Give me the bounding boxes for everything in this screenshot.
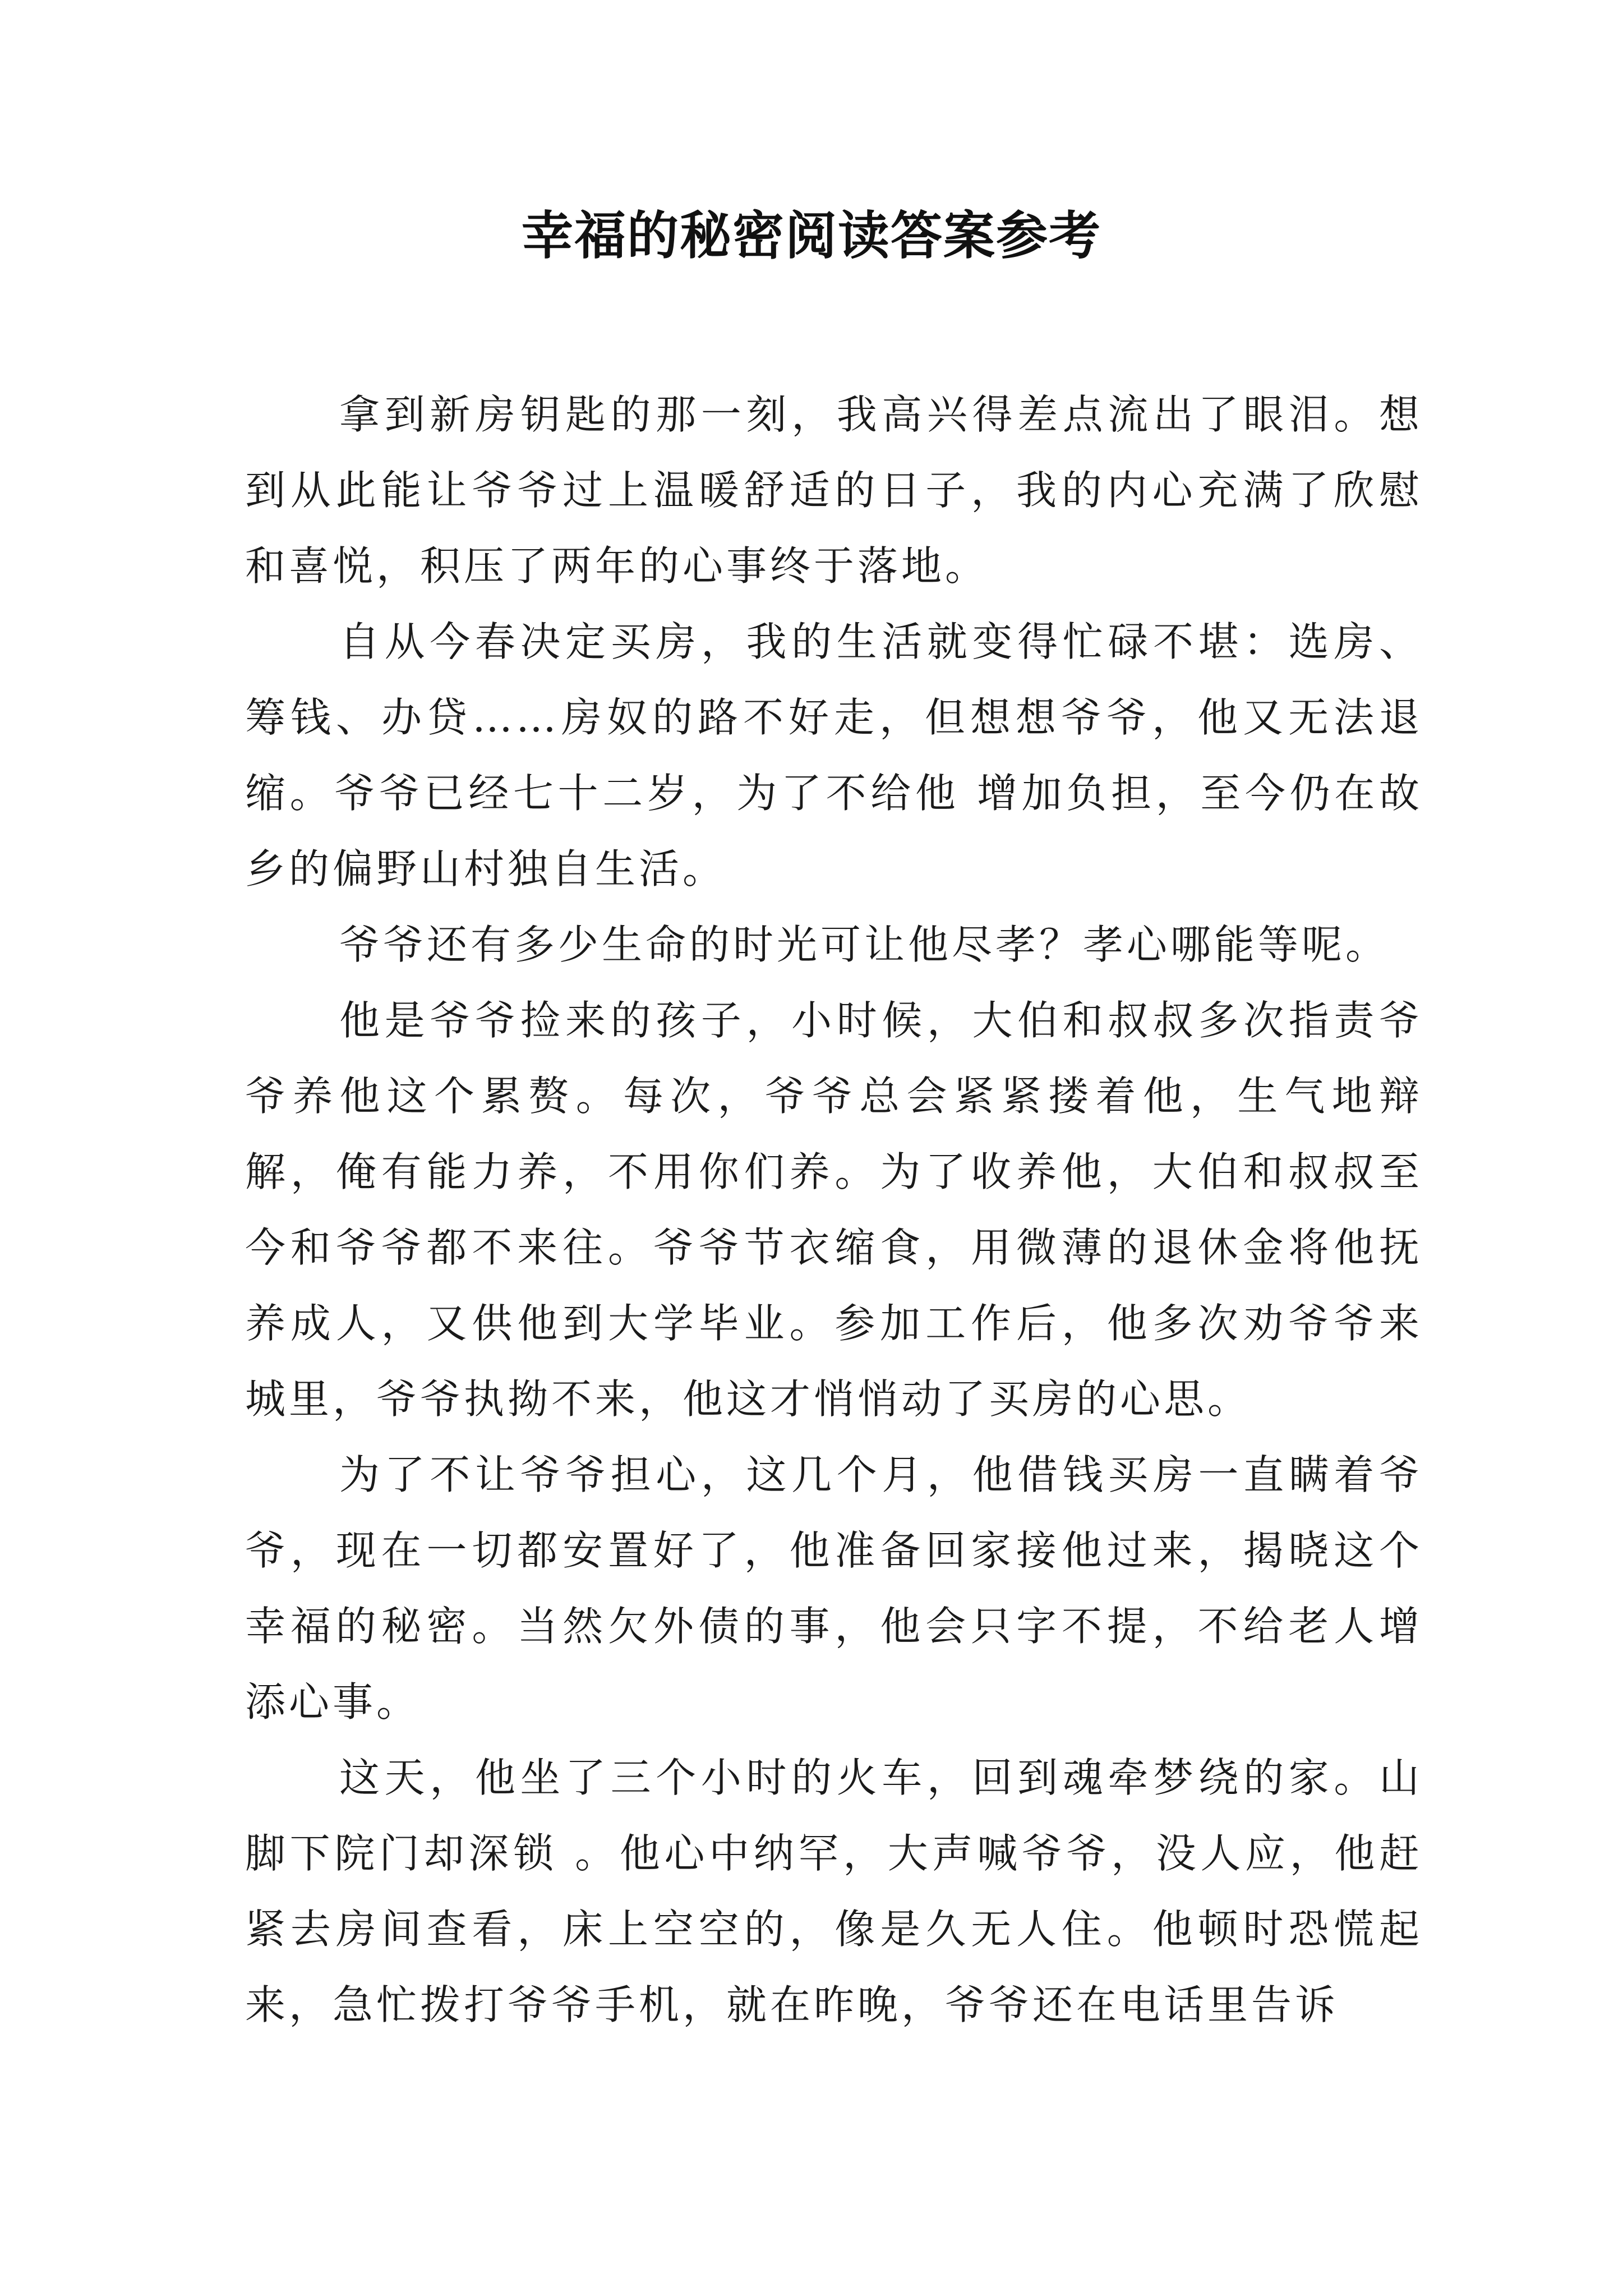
paragraph-6: 这天，他坐了三个小时的火车，回到魂牵梦绕的家。山脚下院门却深锁 。他心中纳罕，大声喊爷爷，没人应，他赶紧去房间查看，床上空空的，像是久无人住。他顿时恐慌起来，急忙拨打爷爷手机，就在昨晚，爷爷还在电话里告诉 — [245, 1754, 1423, 2028]
paragraph-3: 爷爷还有多少生命的时光可让他尽孝？孝心哪能等呢。 — [339, 921, 1390, 968]
document-body — [245, 377, 1423, 2043]
paragraph-5: 为了不让爷爷担心，这几个月，他借钱买房一直瞒着爷爷，现在一切都安置好了，他准备回家接他过来，揭晓这个幸福的秘密。当然欠外债的事，他会只字不提，不给老人增添心事。 — [245, 1451, 1423, 1726]
paragraph-1: 拿到新房钥匙的那一刻，我高兴得差点流出了眼泪。想到从此能让爷爷过上温暖舒适的日子，我的内心充满了欣慰和喜悦，积压了两年的心事终于落地。 — [245, 391, 1423, 590]
paragraph-4: 他是爷爷捡来的孩子，小时候，大伯和叔叔多次指责爷爷养他这个累赘。每次，爷爷总会紧紧搂着他，生气地辩解，俺有能力养，不用你们养。为了收养他，大伯和叔叔至今和爷爷都不来往。爷爷节衣缩食，用微薄的退休金将他抚养成人，又供他到大学毕业。参加工作后，他多次劝爷爷来城里，爷爷执拗不来，他这才悄悄动了买房的心思。 — [245, 997, 1423, 1423]
paragraph-2: 自从今春决定买房，我的生活就变得忙碌不堪：选房、筹钱、办贷……房奴的路不好走，但想想爷爷，他又无法退缩。爷爷已经七十二岁，为了不给他 增加负担，至今仍在故乡的偏野山村独自生活。 — [245, 618, 1423, 892]
document-title: 幸福的秘密阅读答案参考 — [521, 205, 1101, 266]
